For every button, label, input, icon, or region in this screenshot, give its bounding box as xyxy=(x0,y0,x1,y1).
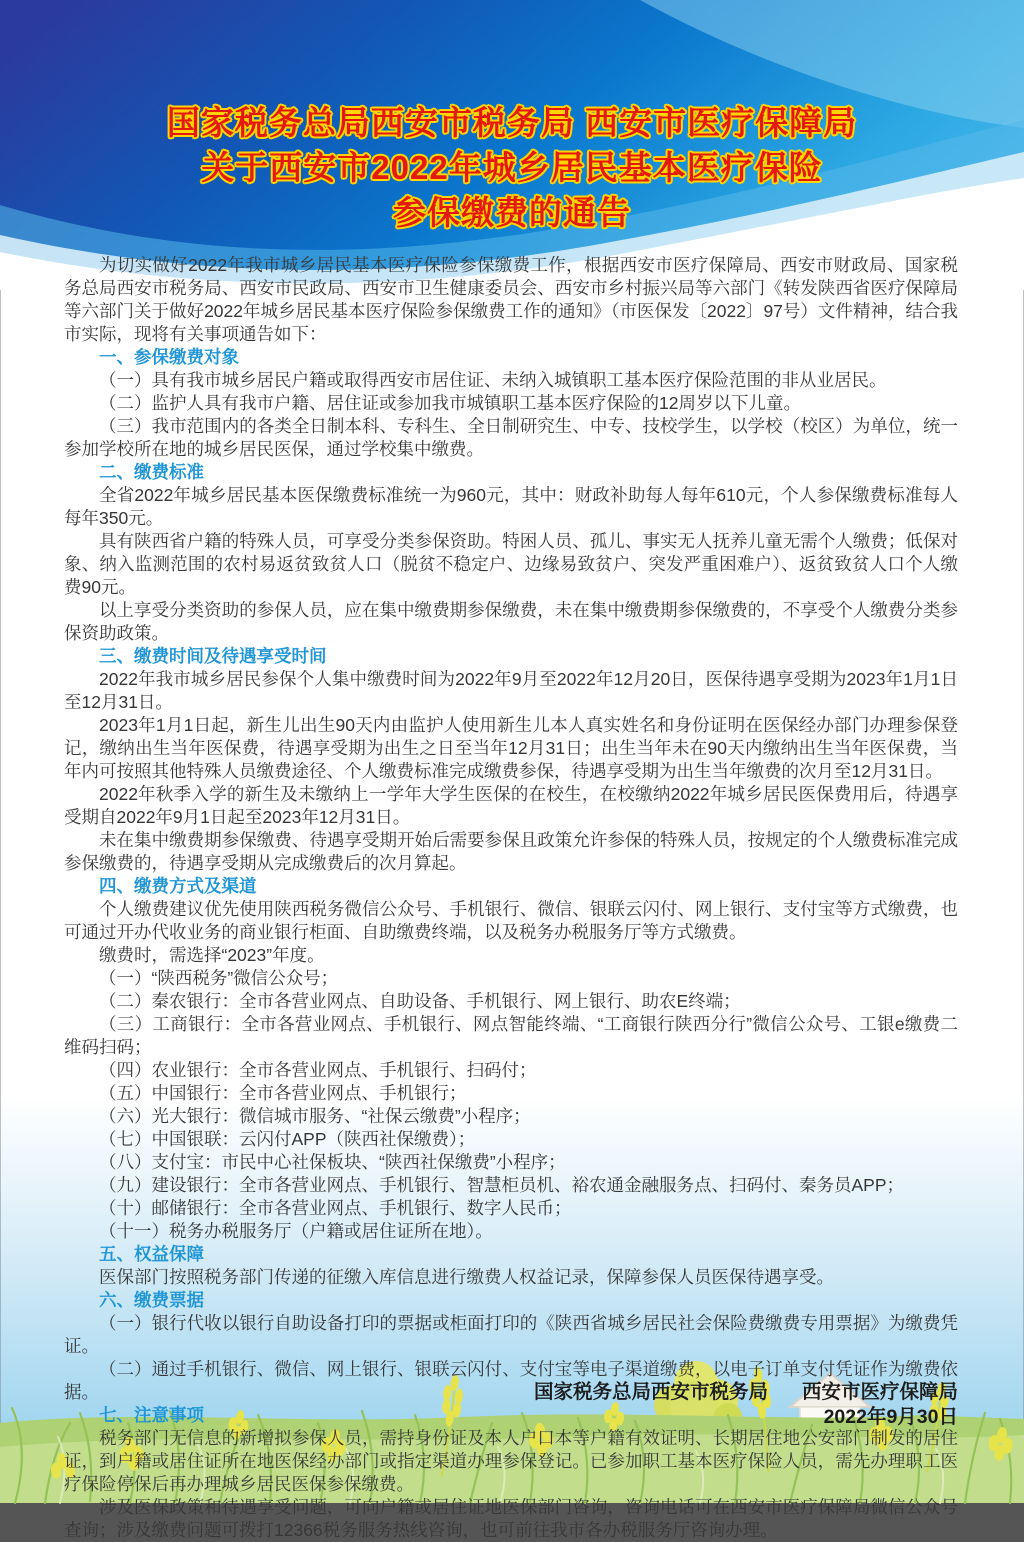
section-paragraph: （五）中国银行：全市各营业网点、手机银行； xyxy=(99,1083,467,1103)
section-heading: 二、缴费标准 xyxy=(99,462,204,482)
signature-org2: 西安市医疗保障局 xyxy=(801,1381,958,1403)
section-paragraph: 税务部门无信息的新增拟参保人员，需持身份证及本人户口本等户籍有效证明、长期居住地公安部门制发的居住证，到户籍或居住证所在地医保经办部门或指定渠道办理参保登记。已参加职工基本医疗保险人员，需先办理职工医疗保险停保后再办理城乡居民医保参保缴费。 xyxy=(64,1428,958,1494)
section-paragraph: （二）秦农银行：全市各营业网点、自助设备、手机银行、网上银行、助农E终端； xyxy=(99,991,741,1011)
section-paragraph: （二）监护人具有我市户籍、居住证或参加我市城镇职工基本医疗保险的12周岁以下儿童。 xyxy=(99,393,801,413)
section-paragraph: （一）“陕西税务”微信公众号； xyxy=(99,968,339,988)
signature-org1: 国家税务总局西安市税务局 xyxy=(533,1381,768,1403)
signature-date: 2022年9月30日 xyxy=(823,1406,958,1428)
section-paragraph: （六）光大银行：微信城市服务、“社保云缴费”小程序； xyxy=(99,1106,531,1126)
title-line-3: 参保缴费的通告 xyxy=(393,194,631,231)
section-paragraph: （二）通过手机银行、微信、网上银行、银联云闪付、支付宝等电子渠道缴费，以电子订单支付凭证作为缴费依据。 xyxy=(64,1359,958,1402)
section-paragraph: 2023年1月1日起，新生儿出生90天内由监护人使用新生儿本人真实姓名和身份证明在医保经办部门办理参保登记，缴纳出生当年医保费，待遇享受期为出生之日至当年12月31日；出生当年未在90天内缴纳出生当年医保费，当年内可按照其他特殊人员缴费途径、个人缴费标准完成缴费参保，待遇享受期为出生当年缴费的次月至12月31日。 xyxy=(64,715,958,781)
section-paragraph: 涉及医保政策和待遇享受问题，可向户籍或居住证地医保部门咨询，咨询电话可在西安市医疗保障局微信公众号查询；涉及缴费问题可拨打12366税务服务热线咨询，也可前往我市各办税服务厅咨询办理。 xyxy=(64,1497,958,1540)
signature-block xyxy=(534,1380,958,1430)
section-paragraph: 缴费时，需选择“2023”年度。 xyxy=(99,945,325,965)
section-paragraph: 个人缴费建议优先使用陕西税务微信公众号、手机银行、微信、银联云闪付、网上银行、支付宝等方式缴费，也可通过开办代收业务的商业银行柜面、自助缴费终端，以及税务办税服务厅等方式缴费。 xyxy=(64,899,958,942)
section-paragraph: 医保部门按照税务部门传递的征缴入库信息进行缴费人权益记录，保障参保人员医保待遇享受。 xyxy=(99,1267,834,1287)
section-paragraph: （十）邮储银行：全市各营业网点、手机银行、数字人民币； xyxy=(99,1198,572,1218)
section-heading: 一、参保缴费对象 xyxy=(99,347,239,367)
section-paragraph: （三）工商银行：全市各营业网点、手机银行、网点智能终端、“工商银行陕西分行”微信公众号、工银e缴费二维码扫码； xyxy=(64,1014,958,1057)
page-title xyxy=(0,100,1024,235)
title-line-1: 国家税务总局西安市税务局 西安市医疗保障局 xyxy=(166,104,858,141)
intro-paragraph: 为切实做好2022年我市城乡居民基本医疗保险参保缴费工作，根据西安市医疗保障局、西安市财政局、国家税务总局西安市税务局、西安市民政局、西安市卫生健康委员会、西安市乡村振兴局等六部门《转发陕西省医疗保障局等六部门关于做好2022年城乡居民基本医疗保险参保缴费工作的通知》（市医保发〔2022〕97号）文件精神，结合我市实际，现将有关事项通告如下： xyxy=(64,255,958,344)
section-paragraph: 以上享受分类资助的参保人员，应在集中缴费期参保缴费，未在集中缴费期参保缴费的，不享受个人缴费分类参保资助政策。 xyxy=(64,600,958,643)
section-paragraph: （四）农业银行：全市各营业网点、手机银行、扫码付； xyxy=(99,1060,537,1080)
section-paragraph: （三）我市范围内的各类全日制本科、专科生、全日制研究生、中专、技校学生，以学校（校区）为单位，统一参加学校所在地的城乡居民医保，通过学校集中缴费。 xyxy=(64,416,958,459)
section-paragraph: 全省2022年城乡居民基本医保缴费标准统一为960元，其中：财政补助每人每年610元，个人参保缴费标准每人每年350元。 xyxy=(64,485,958,528)
section-paragraph: 未在集中缴费期参保缴费、待遇享受期开始后需要参保且政策允许参保的特殊人员，按规定的个人缴费标准完成参保缴费的，待遇享受期从完成缴费后的次月算起。 xyxy=(64,830,958,873)
signature-orgs xyxy=(534,1380,958,1405)
section-heading: 五、权益保障 xyxy=(99,1244,204,1264)
section-paragraph: 2022年我市城乡居民参保个人集中缴费时间为2022年9月至2022年12月20日，医保待遇享受期为2023年1月1日至12月31日。 xyxy=(64,669,958,712)
header-banner xyxy=(0,0,1024,290)
title-line-2: 关于西安市2022年城乡居民基本医疗保险 xyxy=(201,149,823,186)
section-heading: 七、注意事项 xyxy=(99,1405,204,1425)
section-paragraph: （一）具有我市城乡居民户籍或取得西安市居住证、未纳入城镇职工基本医疗保险范围的非从业居民。 xyxy=(99,370,887,390)
section-heading: 三、缴费时间及待遇享受时间 xyxy=(99,646,327,666)
section-paragraph: 具有陕西省户籍的特殊人员，可享受分类参保资助。特困人员、孤儿、事实无人抚养儿童无需个人缴费；低保对象、纳入监测范围的农村易返贫致贫人口（脱贫不稳定户、边缘易致贫户、突发严重困难户）、返贫致贫人口个人缴费90元。 xyxy=(64,531,958,597)
section-heading: 四、缴费方式及渠道 xyxy=(99,876,257,896)
section-heading: 六、缴费票据 xyxy=(99,1290,204,1310)
section-paragraph: （七）中国银联：云闪付APP（陕西社保缴费）； xyxy=(99,1129,476,1149)
section-paragraph: （一）银行代收以银行自助设备打印的票据或柜面打印的《陕西省城乡居民社会保险费缴费专用票据》为缴费凭证。 xyxy=(64,1313,958,1356)
section-paragraph: 2022年秋季入学的新生及未缴纳上一学年大学生医保的在校生，在校缴纳2022年城乡居民医保费用后，待遇享受期自2022年9月1日起至2023年12月31日。 xyxy=(64,784,958,827)
section-paragraph: （八）支付宝：市民中心社保板块、“陕西社保缴费”小程序； xyxy=(99,1152,566,1172)
notice-body xyxy=(0,254,1024,1542)
section-paragraph: （十一）税务办税服务厅（户籍或居住证所在地）。 xyxy=(99,1221,493,1241)
sections xyxy=(64,346,958,1542)
section-paragraph: （九）建设银行：全市各营业网点、手机银行、智慧柜员机、裕农通金融服务点、扫码付、秦务员APP； xyxy=(99,1175,905,1195)
